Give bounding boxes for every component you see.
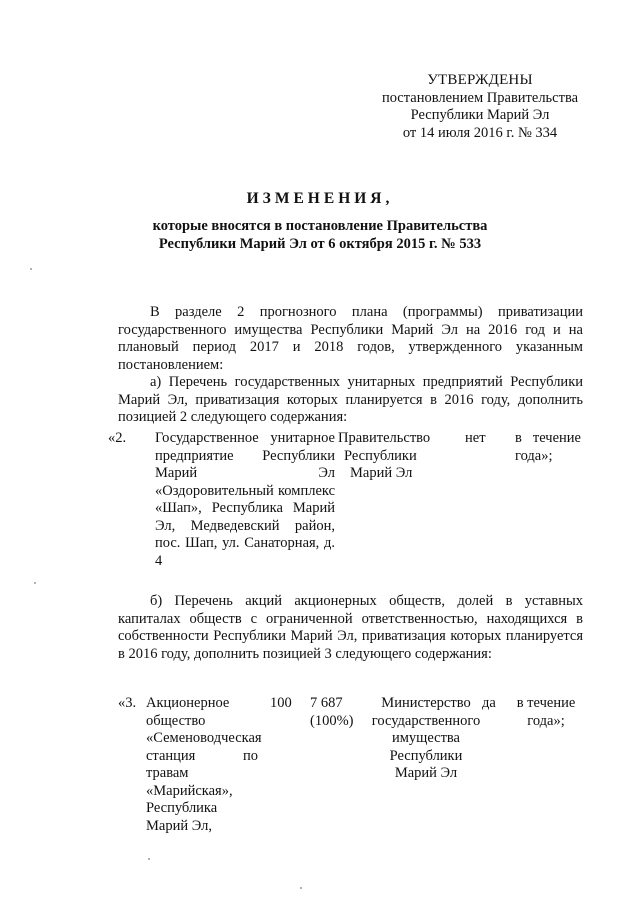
position-2-number: «2.: [108, 430, 127, 446]
approval-block: [370, 72, 590, 142]
approval-line-2: Республики Марий Эл: [410, 107, 550, 123]
position-3-shares: [310, 695, 354, 730]
position-2-name: Государственное унитарное предприятие Республики Марий Эл «Оздоровительный комплекс «Шап», Республика Марий Эл, Медведевский район, пос. Шап, ул. Санаторная, д. 4: [155, 430, 335, 569]
item-a-paragraph: [118, 374, 583, 427]
position-3-authority: Министерство государственного имущества Республики Марий Эл: [371, 695, 481, 781]
position-3-shares-count: 7 687: [310, 695, 343, 711]
scan-speck: [30, 268, 32, 270]
scan-speck: [148, 858, 150, 860]
position-2-authority-line-3: Марий Эл: [350, 465, 413, 481]
document-subtitle: [120, 217, 520, 253]
position-2-authority-line-1: Правительство: [338, 430, 431, 446]
item-b-text: б) Перечень акций акционерных обществ, долей в уставных капиталах обществ с ограниченной ответственностью, находящихся в собственности Республики Марий Эл, приватизация которых планируется в 2016 году, дополнить позицией 3 следующего содержания:: [118, 593, 583, 662]
approval-date-line: от 14 июля 2016 г. № 334: [402, 124, 558, 141]
approval-heading: УТВЕРЖДЕНЫ: [427, 72, 533, 88]
approval-line-1: постановлением Правительства: [381, 89, 579, 106]
item-a-text: а) Перечень государственных унитарных предприятий Республики Марий Эл, приватизация которых планируется в 2016 году, дополнить позицией 2 следующего содержания:: [118, 374, 583, 425]
position-3-number: «3.: [118, 695, 137, 711]
position-2-authority: [338, 430, 433, 483]
position-3-shares-percent: (100%): [310, 712, 354, 729]
scan-speck: [300, 887, 302, 889]
intro-paragraph: [118, 304, 583, 374]
position-3-term: в течение года»;: [516, 695, 576, 729]
subtitle-line-1: которые вносятся в постановление Правительства: [152, 218, 488, 234]
position-3-name: Акционерное общество «Семеноводческая станция по травам «Марийская», Республика Марий Эл,: [146, 695, 262, 834]
position-2-authority-line-2: Республики: [344, 447, 417, 464]
subtitle-line-2: Республики Марий Эл от 6 октября 2015 г. № 533: [158, 236, 482, 252]
position-2-term: в течение года»;: [515, 430, 581, 464]
document-title: ИЗМЕНЕНИЯ,: [246, 190, 394, 207]
position-3-share-percent: 100: [270, 695, 292, 711]
position-3-column-yes: да: [482, 695, 496, 711]
scan-speck: [34, 582, 36, 584]
position-2-column-3: нет: [465, 430, 486, 446]
intro-paragraph-text: В разделе 2 прогнозного плана (программы) приватизации государственного имущества Республики Марий Эл на 2016 год и на плановый период 2017 и 2018 годов, утвержденного указанным постановлением:: [118, 304, 583, 373]
item-b-paragraph: [118, 593, 583, 663]
